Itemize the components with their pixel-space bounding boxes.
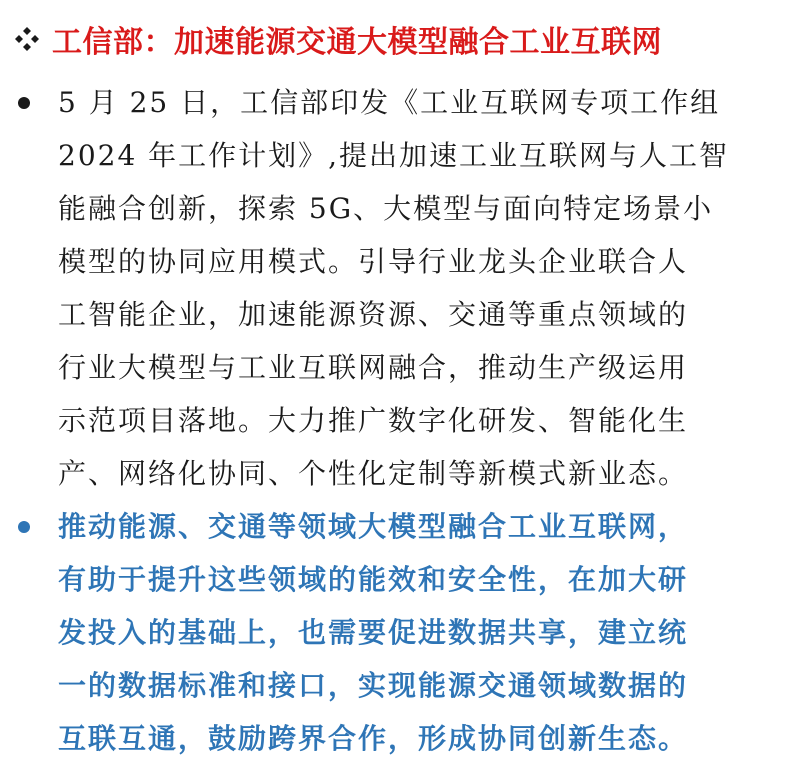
paragraph-line: 一的数据标准和接口，实现能源交通领域数据的 <box>58 669 689 702</box>
paragraph-line: 行业大模型与工业互联网融合，推动生产级运用 <box>58 351 689 384</box>
bullet-2-paragraph <box>58 500 787 765</box>
paragraph-line: 有助于提升这些领域的能效和安全性，在加大研 <box>58 563 689 596</box>
paragraph-line: 工智能企业，加速能源资源、交通等重点领域的 <box>58 298 689 331</box>
bullet-1-paragraph <box>58 76 787 500</box>
paragraph-line: 推动能源、交通等领域大模型融合工业互联网， <box>58 510 689 543</box>
four-diamond-bullet-icon <box>14 26 40 52</box>
paragraph-line: 能融合创新，探索 5G、大模型与面向特定场景小 <box>58 192 714 225</box>
paragraph-line: 产、网络化协同、个性化定制等新模式新业态。 <box>58 457 689 490</box>
paragraph-line: 示范项目落地。大力推广数字化研发、智能化生 <box>58 404 689 437</box>
paragraph-line: 模型的协同应用模式。引导行业龙头企业联合人 <box>58 245 689 278</box>
paragraph-line: 互联互通，鼓励跨界合作，形成协同创新生态。 <box>58 722 689 755</box>
heading <box>14 14 662 64</box>
paragraph-line: 发投入的基础上，也需要促进数据共享，建立统 <box>58 616 689 649</box>
paragraph-line: 2024 年工作计划》,提出加速工业互联网与人工智 <box>58 139 730 172</box>
heading-title: 工信部：加速能源交通大模型融合工业互联网 <box>52 25 662 60</box>
paragraph-line: 5 月 25 日，工信部印发《工业互联网专项工作组 <box>58 86 721 119</box>
bullet-dot <box>18 97 30 109</box>
bullet-dot <box>18 521 30 533</box>
